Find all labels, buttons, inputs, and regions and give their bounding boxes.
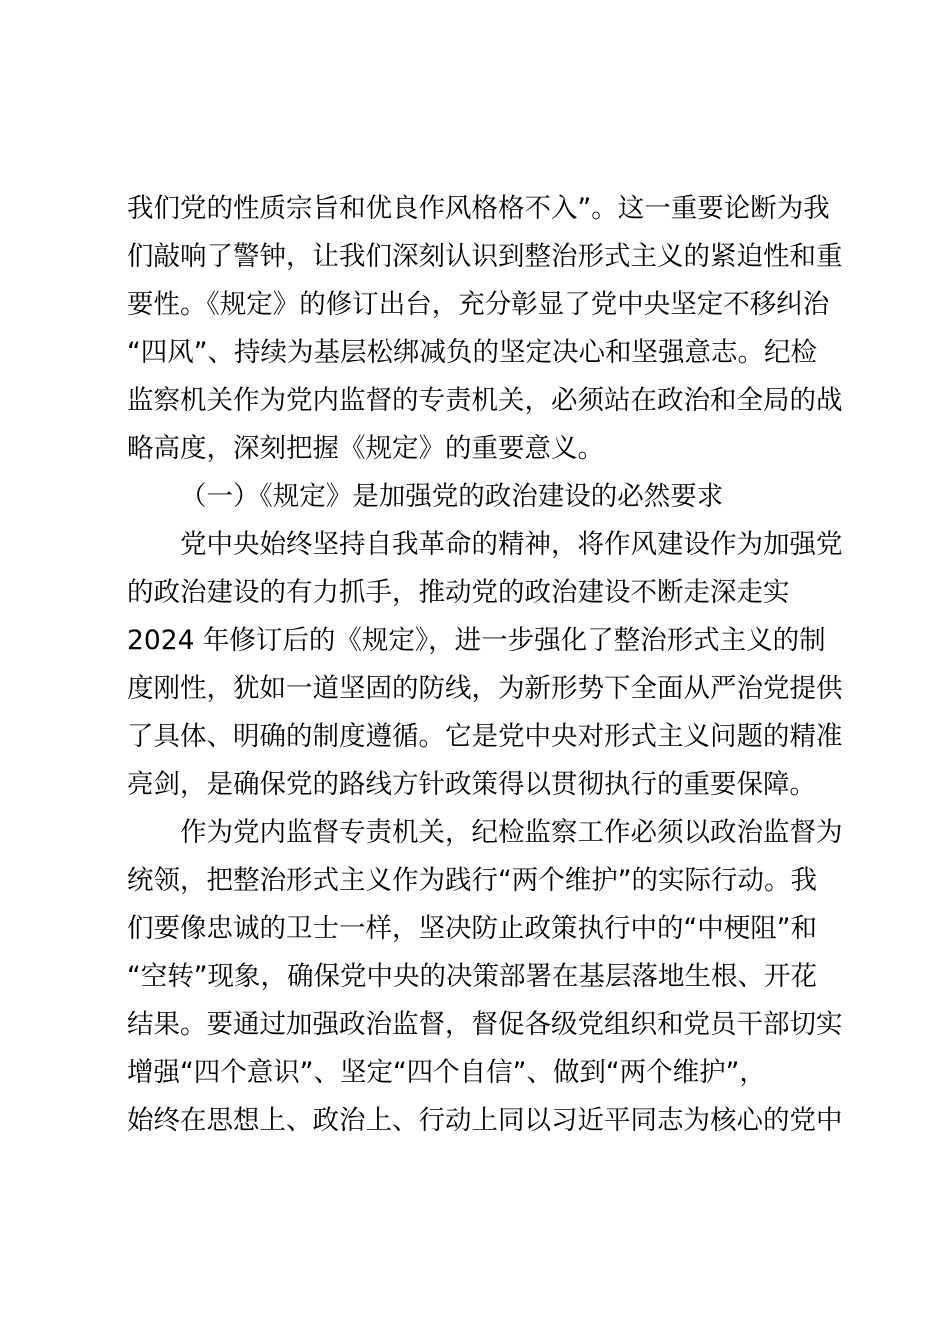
text-line: 们敲响了警钟，让我们深刻认识到整治形式主义的紧迫性和重: [127, 241, 843, 272]
text-line: 2024 年修订后的《规定》，进一步强化了整治形式主义的制: [127, 625, 826, 656]
paragraph-first-line: 作为党内监督专责机关，纪检监察工作必须以政治监督为: [180, 817, 843, 848]
text-line: 了具体、明确的制度遵循。它是党中央对形式主义问题的精准: [127, 721, 843, 752]
section-heading: （一）《规定》是加强党的政治建设的必然要求: [180, 481, 724, 512]
text-line: 统领，把整治形式主义作为践行“两个维护”的实际行动。我: [127, 865, 817, 896]
text-line: 亮剑，是确保党的路线方针政策得以贯彻执行的重要保障。: [127, 769, 816, 800]
document-body: [127, 185, 843, 1145]
text-line: “四风”、持续为基层松绑减负的坚定决心和坚强意志。纪检: [127, 337, 817, 368]
text-line: “空转”现象，确保党中央的决策部署在基层落地生根、开花: [127, 961, 817, 992]
text-line: 的政治建设的有力抓手，推动党的政治建设不断走深走实: [127, 577, 790, 608]
text-line: 略高度，深刻把握《规定》的重要意义。: [127, 433, 604, 464]
text-line: 度刚性，犹如一道坚固的防线，为新形势下全面从严治党提供: [127, 673, 843, 704]
text-line: 增强“四个意识”、坚定“四个自信”、做到“两个维护”，: [127, 1057, 766, 1088]
text-line: 们要像忠诚的卫士一样，坚决防止政策执行中的“中梗阻”和: [127, 913, 817, 944]
text-line: 要性。《规定》的修订出台，充分彰显了党中央坚定不移纠治: [127, 289, 830, 320]
text-line: 监察机关作为党内监督的专责机关，必须站在政治和全局的战: [127, 385, 843, 416]
paragraph-first-line: 党中央始终坚持自我革命的精神，将作风建设作为加强党: [180, 529, 843, 560]
text-line: 结果。要通过加强政治监督，督促各级党组织和党员干部切实: [127, 1009, 843, 1040]
text-line: 我们党的性质宗旨和优良作风格格不入”。这一重要论断为我: [127, 193, 830, 224]
text-line: 始终在思想上、政治上、行动上同以习近平同志为核心的党中: [127, 1105, 843, 1136]
